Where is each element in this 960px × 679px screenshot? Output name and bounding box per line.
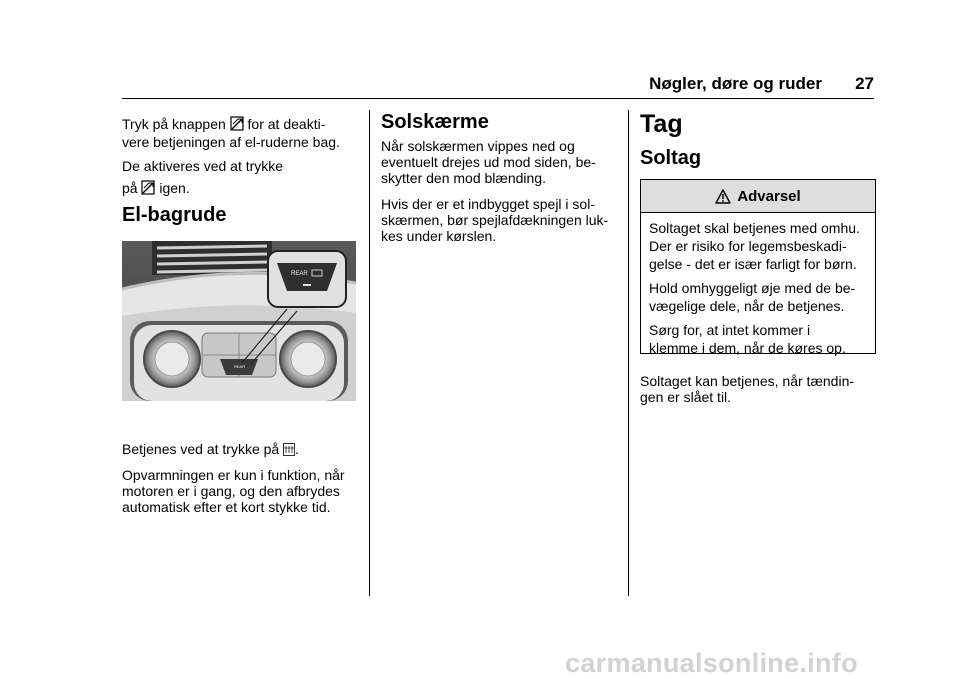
air-vent bbox=[152, 241, 272, 275]
watermark: carmanualsonline.info bbox=[565, 648, 858, 678]
text: motoren er i gang, og den afbrydes bbox=[122, 483, 340, 499]
rear-button-label: REAR bbox=[291, 271, 308, 277]
text: gen er slået til. bbox=[640, 389, 732, 405]
text: eventuelt drejes ud mod siden, be- bbox=[381, 154, 596, 170]
heading-rear-window-heater: El-bagrude bbox=[122, 204, 227, 226]
reactivate-paragraph bbox=[122, 158, 362, 198]
text: Soltaget kan betjenes, når tændin- bbox=[640, 373, 855, 389]
page-number: 27 bbox=[855, 74, 874, 93]
rear-defrost-icon bbox=[283, 443, 295, 459]
column-divider-right bbox=[628, 110, 629, 596]
window-lock-paragraph bbox=[122, 116, 362, 150]
mirror-paragraph bbox=[381, 196, 621, 244]
text: igen. bbox=[155, 180, 190, 196]
text: Soltaget skal betjenes med omhu. bbox=[649, 220, 860, 236]
warning-header bbox=[641, 180, 875, 213]
text: automatisk efter et kort stykke tid. bbox=[122, 499, 331, 515]
text: skytter den mod blænding. bbox=[381, 170, 546, 186]
window-lock-icon bbox=[141, 180, 155, 198]
text: Tryk på knappen bbox=[122, 116, 230, 132]
right-column-bottom bbox=[640, 373, 880, 405]
text: Der er risiko for legemsbeskadi- bbox=[649, 238, 847, 254]
heading-sunroof: Soltag bbox=[640, 147, 702, 169]
warning-paragraph bbox=[649, 219, 867, 273]
warning-paragraph bbox=[649, 321, 867, 357]
text: Hold omhyggeligt øje med de be- bbox=[649, 280, 856, 296]
warning-title: Advarsel bbox=[737, 187, 801, 205]
heater-info-paragraph bbox=[122, 467, 362, 515]
section-title: Nøgler, døre og ruder bbox=[649, 74, 822, 93]
heading-sun-visors: Solskærme bbox=[381, 111, 489, 133]
page-header bbox=[122, 70, 874, 99]
window-lock-icon bbox=[230, 116, 244, 134]
text: Når solskærmen vippes ned og bbox=[381, 138, 575, 154]
left-column bbox=[122, 116, 362, 198]
rear-defog-button bbox=[277, 263, 337, 291]
warning-icon bbox=[715, 189, 731, 204]
text: skærmen, bør spejlafdækningen luk- bbox=[381, 212, 609, 228]
operate-paragraph bbox=[122, 441, 362, 459]
text: vere betjeningen af el-ruderne bag. bbox=[122, 134, 340, 150]
left-column-bottom bbox=[122, 441, 362, 515]
text: . bbox=[295, 441, 299, 457]
text: gelse - det er især farligt for børn. bbox=[649, 256, 857, 272]
rear-window-heater-figure bbox=[122, 241, 356, 401]
text: Betjenes ved at trykke på bbox=[122, 441, 284, 457]
text: klemme i dem, når de køres op. bbox=[649, 340, 846, 356]
text: kes under kørslen. bbox=[381, 228, 497, 244]
text: vægelige dele, når de betjenes. bbox=[649, 298, 845, 314]
warning-paragraph bbox=[649, 279, 867, 315]
text: Opvarmningen er kun i funktion, når bbox=[122, 467, 345, 483]
text: på bbox=[122, 180, 142, 196]
sunroof-ignition-paragraph bbox=[640, 373, 880, 405]
chapter-heading-roof: Tag bbox=[640, 110, 683, 138]
column-divider-left bbox=[369, 110, 370, 596]
text: De aktiveres ved at trykke bbox=[122, 158, 284, 174]
text: Hvis der er et indbygget spejl i sol- bbox=[381, 196, 595, 212]
text: Sørg for, at intet kommer i bbox=[649, 322, 811, 338]
warning-box bbox=[640, 179, 876, 354]
sun-visor-paragraph bbox=[381, 138, 621, 186]
warning-body bbox=[641, 213, 875, 357]
small-rear-button-label: REAR bbox=[234, 364, 246, 369]
text: for at deakti- bbox=[243, 116, 326, 132]
middle-column bbox=[381, 138, 621, 244]
